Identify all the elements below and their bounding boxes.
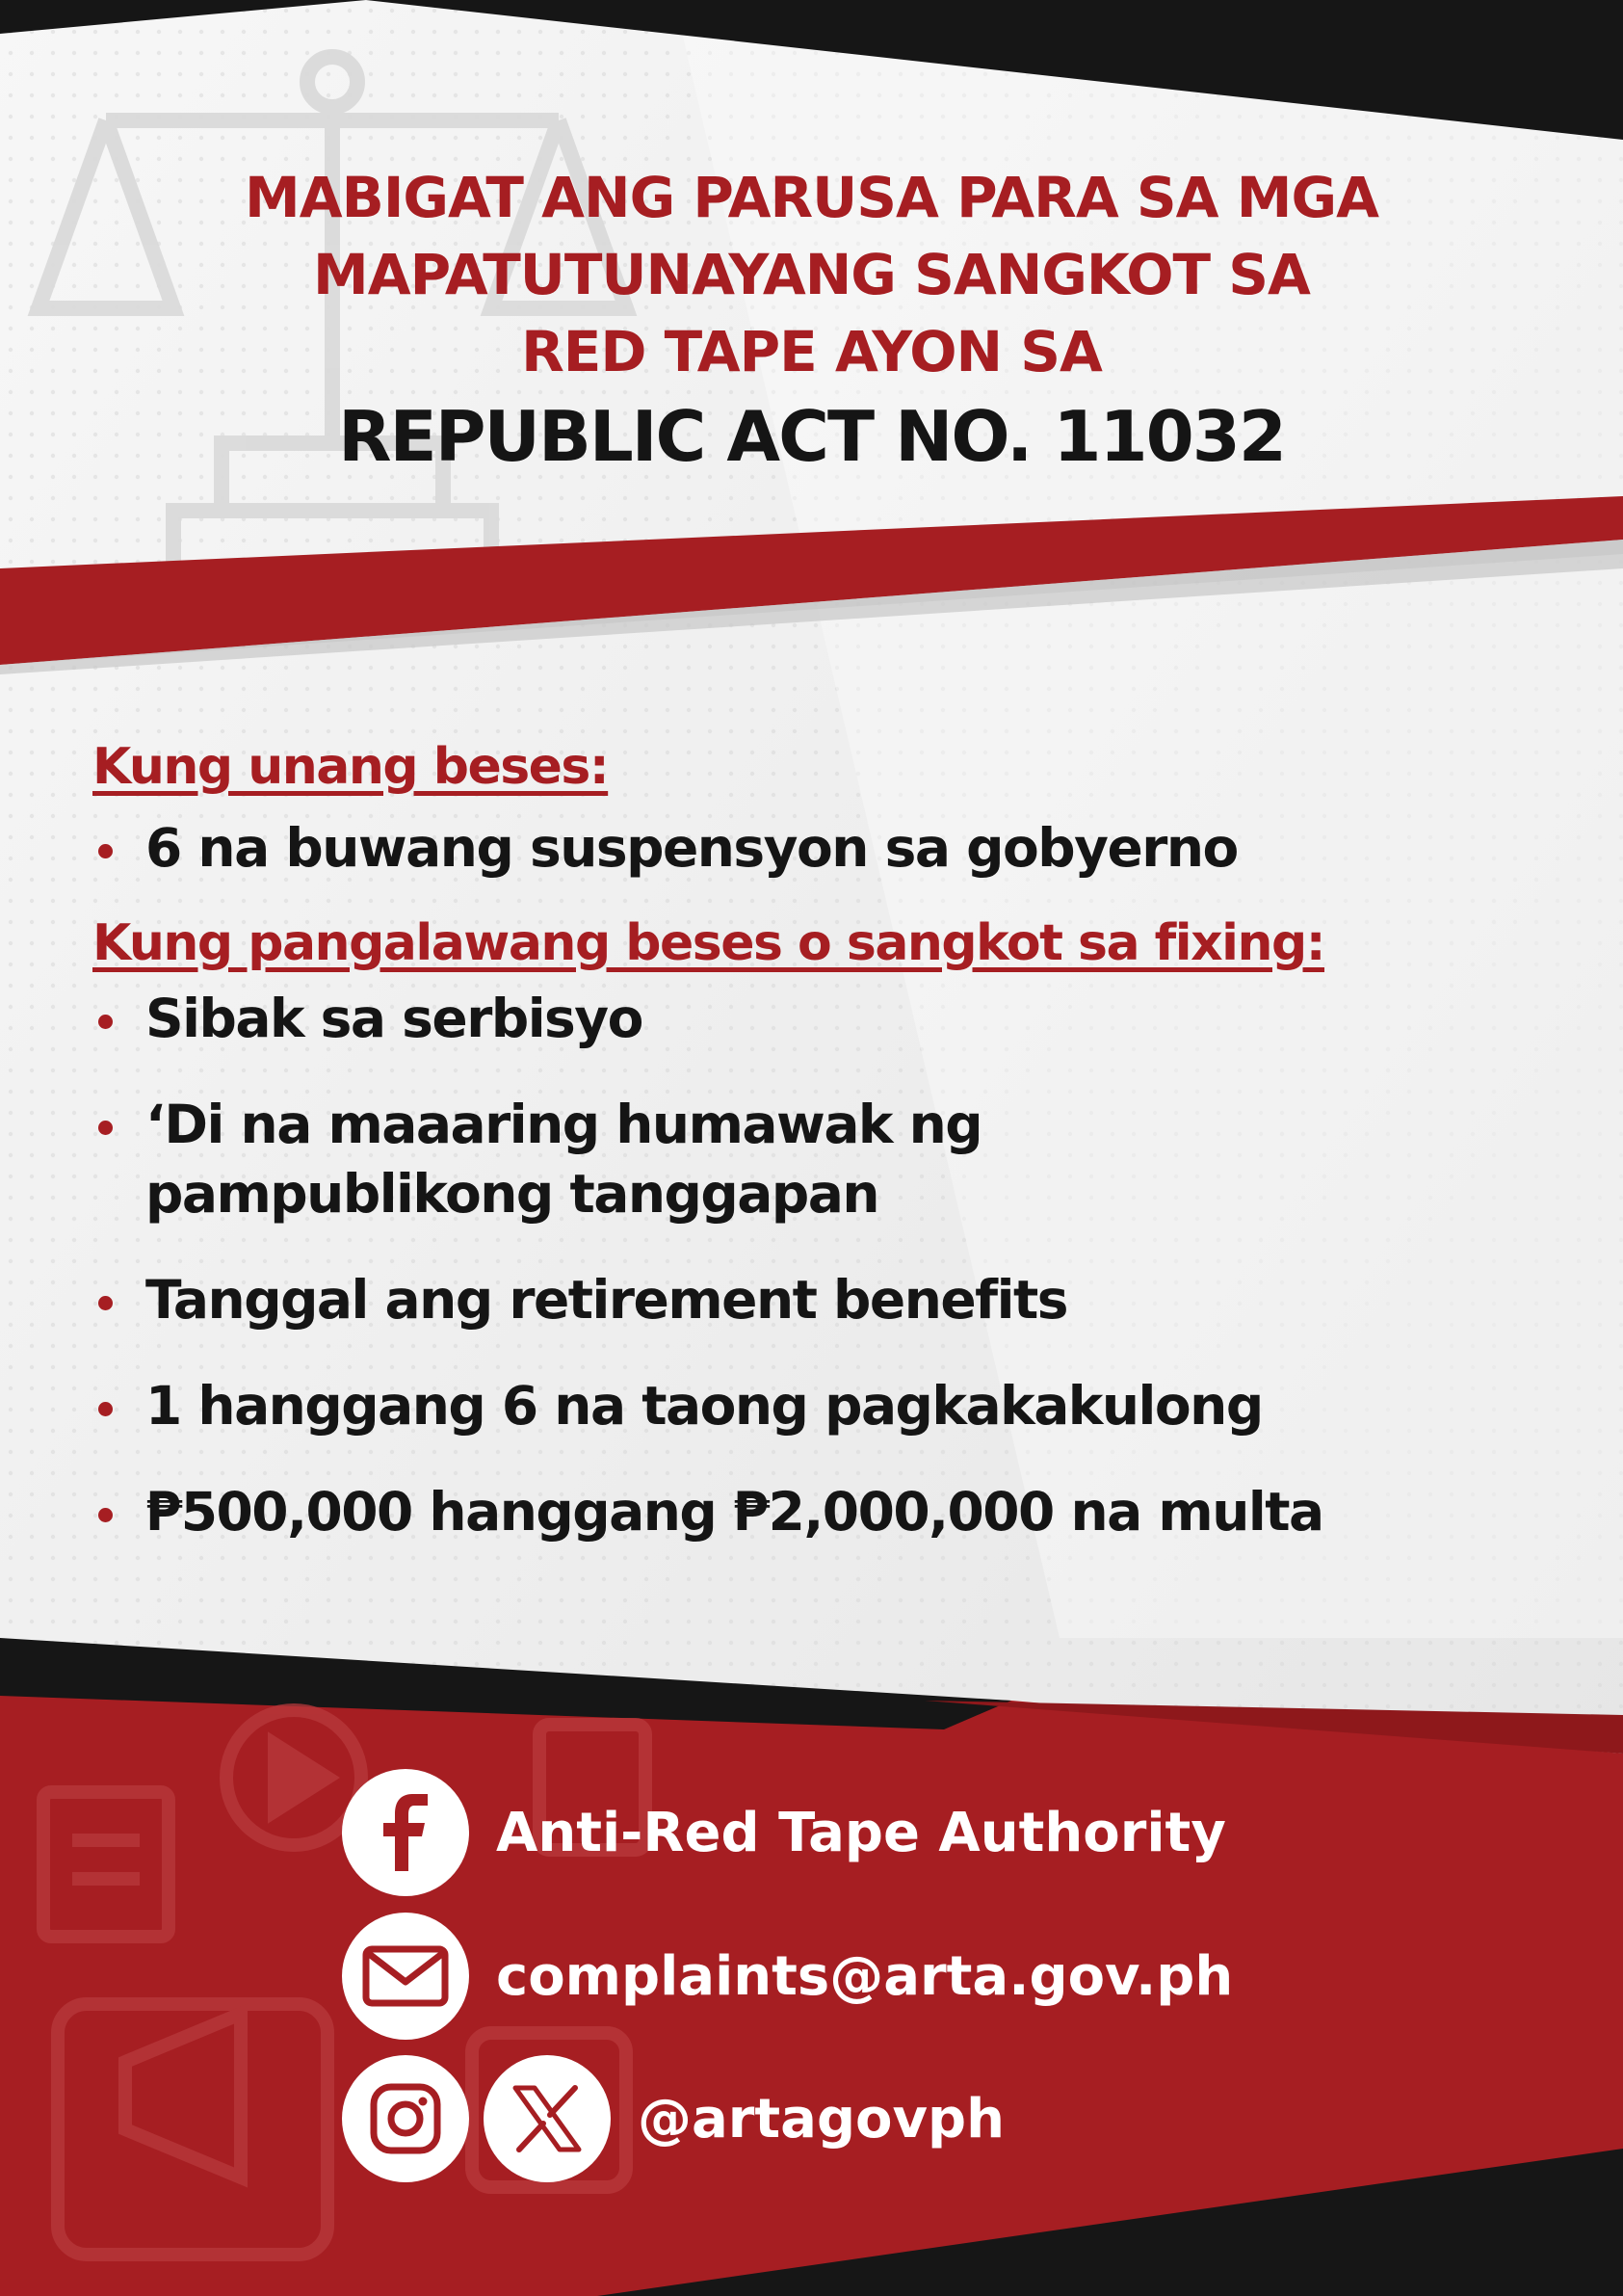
first-offense-section <box>92 732 1584 883</box>
penalty-text: 6 na buwang suspensyon sa gobyerno <box>145 817 1238 879</box>
email-link[interactable]: complaints@arta.gov.ph <box>496 1944 1234 2008</box>
penalty-text: Sibak sa serbisyo <box>145 988 642 1049</box>
x-icon[interactable] <box>484 2055 611 2182</box>
facebook-contact[interactable] <box>342 1770 1226 1895</box>
bullet-dot <box>98 844 113 858</box>
bullet-dot <box>98 1402 113 1416</box>
penalty-item <box>92 813 1584 883</box>
second-offense-section <box>92 909 1584 1546</box>
bullet-dot <box>98 1296 113 1310</box>
penalty-item <box>92 1477 1584 1546</box>
penalty-text-continued: pampublikong tanggapan <box>145 1163 879 1225</box>
penalty-text: ₱500,000 hanggang ₱2,000,000 na multa <box>145 1481 1323 1543</box>
penalty-text: ‘Di na maaaring humawak ng <box>145 1094 982 1155</box>
second-offense-heading: Kung pangalawang beses o sangkot sa fixing: <box>92 914 1325 972</box>
first-offense-heading: Kung unang beses: <box>92 738 609 796</box>
facebook-icon[interactable] <box>342 1769 469 1896</box>
social-handle[interactable]: @artagovph <box>638 2087 1005 2151</box>
penalty-item <box>92 1265 1584 1334</box>
social-contact[interactable] <box>342 2056 1005 2181</box>
headline-line: MAPATUTUNAYANG SANGKOT SA <box>313 242 1310 307</box>
instagram-icon[interactable] <box>342 2055 469 2182</box>
headline-line: RED TAPE AYON SA <box>521 319 1102 384</box>
penalty-item <box>92 1090 1584 1228</box>
facebook-page-link[interactable]: Anti-Red Tape Authority <box>496 1801 1226 1864</box>
penalty-text: 1 hanggang 6 na taong pagkakakulong <box>145 1375 1263 1437</box>
penalty-item <box>92 984 1584 1053</box>
headline-line: MABIGAT ANG PARUSA PARA SA MGA <box>245 165 1378 230</box>
mail-icon[interactable] <box>342 1913 469 2040</box>
bullet-dot <box>98 1508 113 1522</box>
act-title: REPUBLIC ACT NO. 11032 <box>338 396 1285 477</box>
penalty-text: Tanggal ang retirement benefits <box>145 1269 1067 1331</box>
bullet-dot <box>98 1121 113 1135</box>
email-contact[interactable] <box>342 1913 1233 2039</box>
headline <box>0 159 1623 390</box>
bullet-dot <box>98 1015 113 1029</box>
penalty-item <box>92 1371 1584 1440</box>
